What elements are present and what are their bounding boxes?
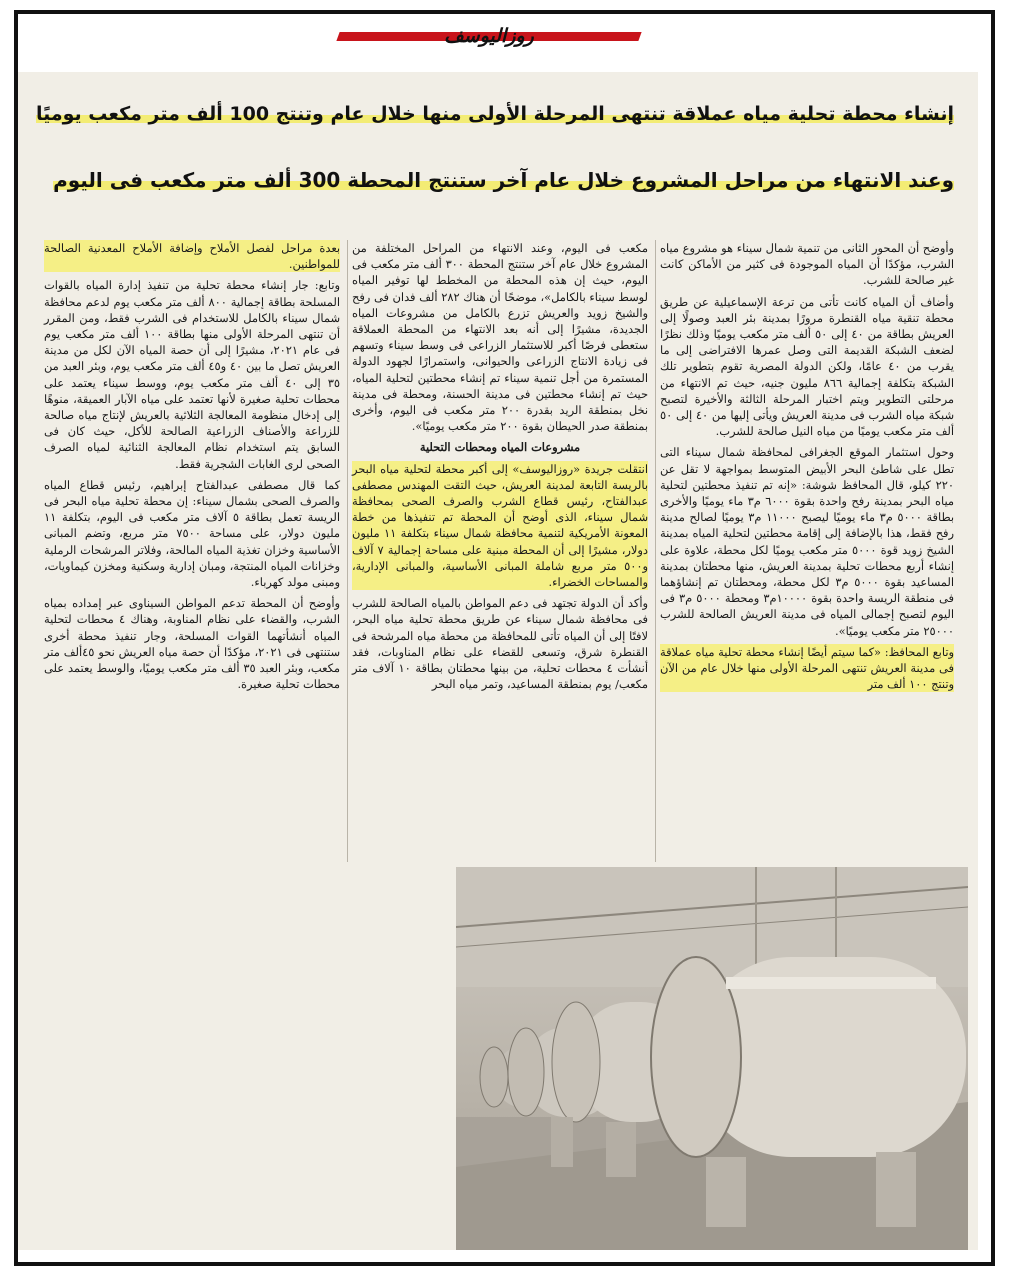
paragraph: وأكد أن الدولة تجتهد فى دعم المواطن بالمياه الصالحة للشرب فى محافظة شمال سيناء عن طريق محطة تحلية مياه البحر، لافتًا إلى أن المياه تأتى للمحافظة من محطة مياه المرشحة فى القنطرة شرق، وتسعى للقضاء على نظام المناوبات، فقد أنشأت ٤ محطات تحلية، من بينها محطتان بطاقة ١٠ آلاف متر مكعب/ يوم بمنطقة المساعيد، وتمر مياه البحر bbox=[352, 596, 649, 692]
article-column-1 bbox=[660, 240, 954, 697]
paragraph: وأضاف أن المياه كانت تأتى من ترعة الإسماعيلية عن طريق محطة تنقية مياه القنطرة مرورًا بمدينة بئر العبد وصولًا إلى العريش بطاقة من ٤٠ إلى ٥٠ ألف متر مكعب يوميًا وذلك نظرًا لضعف الشبكة القديمة التى وصل عمرها الافتراضى إلى ما يقرب من ٤٠ عامًا، ولكن الدولة المصرية تقوم بتطوير تلك الشبكة بتكلفة إجمالية ٨٦٦ مليون جنيه، حيث تم الانتهاء من مرحلتى التطوير ويتم اختبار المرحلة الثالثة والأخيرة لتصبح شبكة مياه الشرب فى مدينة العريش ويأتى إليها من ٤٠ إلى ٥٠ ألف متر مكعب يوميًا من مياه النيل صالحة للشرب. bbox=[660, 294, 955, 439]
paragraph: بعدة مراحل لفصل الأملاح وإضافة الأملاح المعدنية الصالحة للمواطنين. bbox=[44, 241, 340, 272]
paragraph: انتقلت جريدة «روزاليوسف» إلى أكبر محطة لتحلية مياه البحر بالريسة التابعة لمدينة العريش، حيث التقت المهندس مصطفى عبدالفتاح، رئيس قطاع الشرب والصرف الصحى بمحافظة شمال سيناء، الذى أوضح أن المحطة تم تنفيذها من خطة المعونة الأمريكية لتنمية محافظة شمال سيناء بتكلفة ١١ مليون دولار، مشيرًا إلى أن المحطة مبنية على مساحة إجمالية ٧ آلاف و٥٠٠ متر مربع شاملة المبانى الأساسية، والمبانى الإدارية، والمساحات الخضراء. bbox=[352, 461, 648, 590]
headline-line-2 bbox=[53, 158, 954, 202]
article-column-3 bbox=[44, 240, 340, 697]
paragraph: وأوضح أن المحطة تدعم المواطن السيناوى عبر إمداده بمياه الشرب، والقضاء على نظام المناوبة، وهناك ٤ محطات لتحلية المياه أنشأتهما القوات المسلحة، وجار تنفيذ محطة أخرى ستنتهى فى ٢٠٢١، مؤكدًا أن حصة مياه العريش نحو ٤٥ألف متر مكعب، وبئر العبد ٣٥ ألف متر مكعب يوميًا، والوسط يعتمد على محطات تحلية صغيرة. bbox=[44, 596, 341, 692]
newspaper-clipping bbox=[18, 72, 978, 1250]
masthead-title: روزاليوسف bbox=[444, 25, 534, 47]
article-column-2 bbox=[352, 240, 648, 697]
headline-line-2-text: وعند الانتهاء من مراحل المشروع خلال عام آخر ستنتج المحطة 300 ألف متر مكعب فى اليوم bbox=[53, 168, 954, 192]
desalination-tanks-photo bbox=[456, 867, 968, 1250]
column-divider bbox=[655, 240, 656, 862]
masthead-logo bbox=[338, 24, 640, 48]
paragraph: وتابع المحافظ: «كما سيتم أيضًا إنشاء محطة تحلية مياه عملاقة فى مدينة العريش تنتهى المرحلة الأولى منها خلال عام من الآن وتنتج ١٠٠ ألف متر bbox=[660, 644, 954, 692]
paragraph: مكعب فى اليوم، وعند الانتهاء من المراحل المختلفة من المشروع خلال عام آخر ستنتج المحطة ٣٠٠ ألف متر مكعب فى اليوم، حيث إن هذه المحطة من المخطط لها توفير المياه لوسط سيناء بالكامل»، موضحًا أن هناك ٢٨٢ ألف فدان فى رفح والشيخ زويد والعريش تزرع بالكامل من مشروعات المياه الجديدة، مشيرًا إلى أنه بعد الانتهاء من المحطة العملاقة ستعطى فرصًا أكبر للاستثمار الزراعى فى وسط سيناء وتسهم فى زيادة الانتاج الزراعى والحيوانى، واستمرارًا لجهود الدولة المستمرة من أجل تنمية سيناء تم إنشاء محطتين لتحلية المياه، حيث تم إنشاء محطتين فى مدينة الحسنة، ومحطة فى مدينة نخل بمنطقة الريد بقدرة ٢٠٠ متر مكعب فى اليوم، وأخرى بمنطقة صدر الحيطان بقوة ٢٠٠ متر مكعب يوميًا». bbox=[352, 241, 648, 434]
column-divider bbox=[347, 240, 348, 862]
paragraph: وحول استثمار الموقع الجغرافى لمحافظة شمال سيناء التى تطل على شاطئ البحر الأبيض المتوسط بمواجهة لا تقل عن ٢٢٠ كيلو، قال المحافظ شوشة: «إنه تم تنفيذ محطتين لتحلية مياه البحر بمدينة رفح واحدة بقوة ٦٠٠٠ م٣ ماء يوميًا والأخرى بطاقة ٥٠٠٠ م٣ ماء يوميًا ليصبح ١١٠٠٠ م٣ يوميًا لصالح مدينة رفح فقط، هذا بالإضافة إلى إقامة محطتين لتحلية المياه بمدينة الشيخ زويد قوة ٥٠٠٠ متر مكعب يوميًا لكل محطة، علاوة على إنشاء أربع محطات تحلية بمدينة العريش، منها محطتان بمدينة المساعيد بقوة ٥٠٠٠ م٣ لكل محطة، ومحطتان تم إنشاؤهما فى منطقة الريسة واحدة بقوة ١٠٠٠٠م٣ ومحطة ٥٠٠٠ م٣ فى اليوم لتصبح إجمالى المياه فى مدينة العريش الصالحة للشرب ٢٥٠٠٠ متر مكعب يوميًا». bbox=[660, 445, 954, 638]
paragraph: وأوضح أن المحور الثانى من تنمية شمال سيناء هو مشروع مياه الشرب، مؤكدًا أن المياه الموجودة فى كثير من الأماكن كانت غير صالحة للشرب. bbox=[660, 241, 954, 288]
paragraph: وتابع: جار إنشاء محطة تحلية من تنفيذ إدارة المياه بالقوات المسلحة بطاقة إجمالية ٨٠٠ ألف متر مكعب يوم لدعم محافظة شمال سيناء بالكامل للاستخدام فى الشرب فقط، ومن المقرر أن تنتهى المرحلة الأولى منها بطاقة ١٠٠ ألف متر مكعب يوم فى عام ٢٠٢١، مشيرًا إلى أن حصة المياه الآن لكل من مدينة العريش تصل ما بين ٤٠ و٤٥ ألف متر مكعب يوم، وبئر العبد من ٣٥ إلى ٤٠ ألف متر مكعب يوم، ووسط سيناء يعتمد على محطات تحلية صغيرة لأنها تعتمد على مياه الآبار العميقة، منوهًا إلى إدخال منظومة المعالجة الثلاثية بالعريش لإنتاج مياه صالحة للزراعة والأصناف الزراعية الصالحة للأكل، حيث كان فى السابق يتم استخدام نظام المعالجة الثنائية لمياه الصرف الصحى لرى الغابات الشجرية فقط. bbox=[44, 278, 341, 471]
headline-line-1-text: إنشاء محطة تحلية مياه عملاقة تنتهى المرحلة الأولى منها خلال عام وتنتج 100 ألف متر مكعب يوميًا bbox=[35, 103, 954, 125]
subheading: مشروعات المياه ومحطات التحلية bbox=[419, 440, 581, 455]
paragraph: كما قال مصطفى عبدالفتاح إبراهيم، رئيس قطاع المياه والصرف الصحى بشمال سيناء: إن محطة تحلية مياه البحر فى الريسة تعمل بطاقة ٥ آلاف متر مكعب فى اليوم، بتكلفة ١١ مليون دولار، على مساحة ٧٥٠٠ متر مربع، وتضم المبانى الأساسية وخزان تغذية المياه المالحة، وفلاتر المرشحات الرملية وخزانات المياه المنتجة، ومبان إدارية وسكنية ومخزن كيماويات، ومبنى مولد كهرباء. bbox=[44, 477, 340, 590]
tanks-illustration bbox=[456, 867, 968, 1250]
headline-line-1 bbox=[36, 92, 954, 136]
